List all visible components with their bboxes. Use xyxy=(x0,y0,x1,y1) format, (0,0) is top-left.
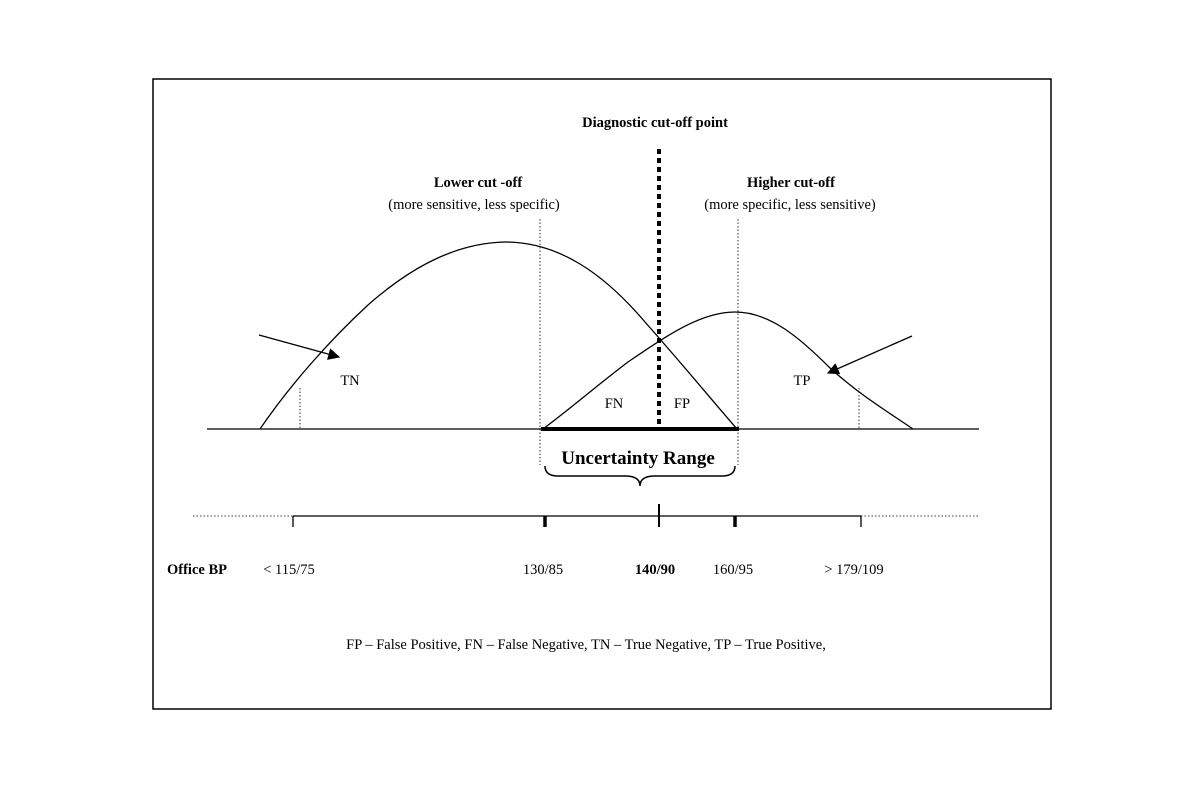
lower-cutoff-subtitle: (more sensitive, less specific) xyxy=(388,197,560,213)
lower-cutoff-label: Lower cut -off xyxy=(433,175,523,191)
uncertainty-range-label: Uncertainty Range xyxy=(561,448,715,469)
fp-label: FP xyxy=(673,396,691,412)
higher-cutoff-subtitle: (more specific, less sensitive) xyxy=(704,197,876,213)
tn-label: TN xyxy=(340,373,360,389)
bp-axis-label: Office BP xyxy=(167,562,227,578)
abbreviation-legend: FP – False Positive, FN – False Negative, TN – True Negative, TP – True Positive, xyxy=(346,637,826,653)
higher-cutoff-label: Higher cut-off xyxy=(747,175,835,191)
bp-tick-label: 140/90 xyxy=(634,562,676,578)
bp-tick-label: < 115/75 xyxy=(263,562,315,578)
tp-arrow xyxy=(828,336,912,373)
positive-distribution-curve xyxy=(543,312,913,429)
bp-tick-label: 160/95 xyxy=(712,562,754,578)
negative-distribution-curve xyxy=(260,242,737,429)
tp-label: TP xyxy=(793,373,811,389)
diagnostic-cutoff-title: Diagnostic cut-off point xyxy=(582,115,728,131)
figure-frame xyxy=(153,79,1051,709)
bp-tick-label: > 179/109 xyxy=(824,562,884,578)
fn-label: FN xyxy=(604,396,624,412)
bp-tick-label: 130/85 xyxy=(522,562,564,578)
